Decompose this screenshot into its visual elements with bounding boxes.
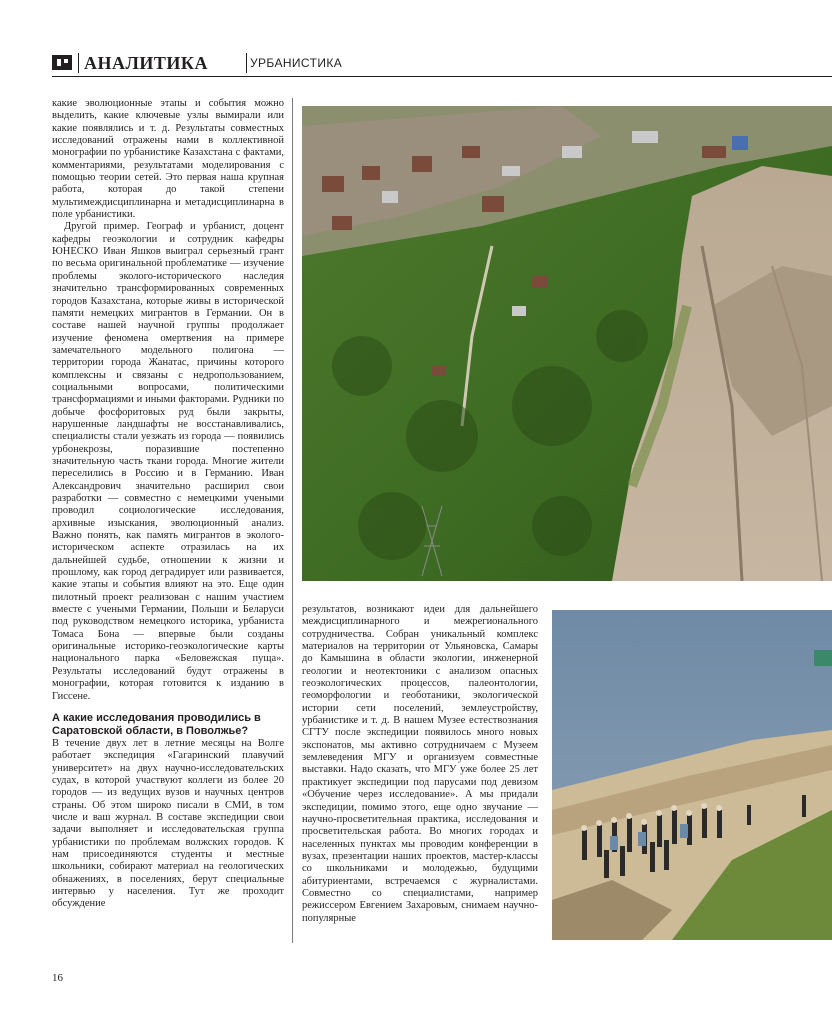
riverbank-group-photo xyxy=(552,610,832,940)
question-heading: А какие исследования проводились в Саратовской области, в Поволжье? xyxy=(52,711,261,737)
header-divider xyxy=(78,53,79,73)
header-rule xyxy=(52,76,832,77)
page-number: 16 xyxy=(52,972,63,984)
header-divider xyxy=(246,53,247,73)
column-divider xyxy=(292,98,293,943)
paragraph: Другой пример. Географ и урбанист, доцент кафедры геоэкологии и сотрудник кафедры ЮНЕСКО Иван Яшков выиграл серьезный грант по весьма оригинальной проблематике — изучение проблемы эколого-исторического наследия значительно трансформированных современных городов Казахстана, которые живы в исторической памяти немецких мигрантов в Германии. Он в составе нашей научной группы продолжает изучение феномена омертвения на примере замечательного модельного полигона — территории города Жанатас, причины которого комплексны и связаны с недропользованием, социальными вопросами, политическими трансформациями и иными факторами. Рудники по добыче фосфоритовых руд были закрыты, нарушенные ландшафты не восстанавливались, специалисты стали уезжать из города — появились урбонекрозы, поразившие постепенно значительную часть ткани города. Многие жители переселились в Россию и в Германию. Иван Александрович значительно расширил свои разработки — совместно с немецкими учеными проводил социологические исследования, архивные изыскания, эволюционный анализ. Важно понять, как память мигрантов в эколого-историческом аспекте отразилась на их дальнейшей судьбе, отношении к жизни и прошлому, как город деградирует или развивается, какие этапы и события влияют на это. Еще один пилотный проект реализован с нашим участием вместе с учеными Германии, Польши и Беларуси под руководством немецкого историка, урбаниста Томаса Бона — впервые были созданы оригинальные историко-геоэкологические карты национального парка «Беловежская пуща». Результаты исследований будут отражены в монографии, которая готовится к изданию в Гиссене. xyxy=(52,221,284,702)
paragraph: какие эволюционные этапы и события можно выделить, какие ключевые узлы вымирали или какие появлялись и т. д. Результаты совместных исследований отражены нами в коллективной монографии по урбанистике Казахстана с фактами, комментариями, результатами моделирования с помощью теории сетей. Это первая наша крупная работа, которая до такой степени мультимеждисциплинарна и метадисциплинарна в поле урбанистики. xyxy=(52,98,284,221)
text-column-left xyxy=(52,98,284,943)
paragraph: результатов, возникают идеи для дальнейшего междисциплинарного и межрегионального сотрудничества. Собран уникальный комплекс материалов на территории от Ульяновска, Самары до Камышина в области экологии, инженерной геологии и неотектоники с анализом опасных геоэкологических процессов, палеонтологии, геоморфологии и геоботаники, экологической истории сети поселений, землеустройству, урбанистике и т. д. В нашем Музее естествознания СГТУ после экспедиции появилось много новых экспонатов, мы активно сотрудничаем с Музеем землеведения МГУ и организуем совместные выставки. Надо сказать, что МГУ уже более 25 лет практикует экспедиции под парусами под девизом «Обучение через исследование». А мы придали экспедиции, помимо этого, еще одно звучание — научно-просветительная практика, исследования и просветительская работа. Во многих городах и населенных пунктах мы проводим конференции в вузах, презентации наших проектов, мастер-классы со школьниками и молодежью, будущими абитуриентами, встречаемся с журналистами. Совместно со специалистами, например режиссером Евгением Захаровым, снимаем научно-популярные xyxy=(302,604,538,924)
aerial-photo xyxy=(302,106,832,581)
text-column-middle xyxy=(302,604,538,944)
subsection-title: УРБАНИСТИКА xyxy=(250,56,343,70)
section-title: АНАЛИТИКА xyxy=(84,53,208,73)
magazine-logo-icon xyxy=(52,55,72,70)
paragraph: В течение двух лет в летние месяцы на Волге работает экспедиция «Гагаринский плавучий университет» на двух научно-исследовательских судах, в которой участвуют коллеги из более 20 городов — из ведущих вузов и научных центров страны. Об этом широко писали в СМИ, в том числе и ваш журнал. В составе экспедиции свои задачи выполняет и исследовательская группа урбанистики по проблемам волжских городов. К нам присоединяются студенты и местные школьники, собирают материал на геологических обнажениях, в поселениях, берут специальные интервью у населения. Тут же проходит обсуждение xyxy=(52,737,284,910)
page-header xyxy=(52,52,832,76)
